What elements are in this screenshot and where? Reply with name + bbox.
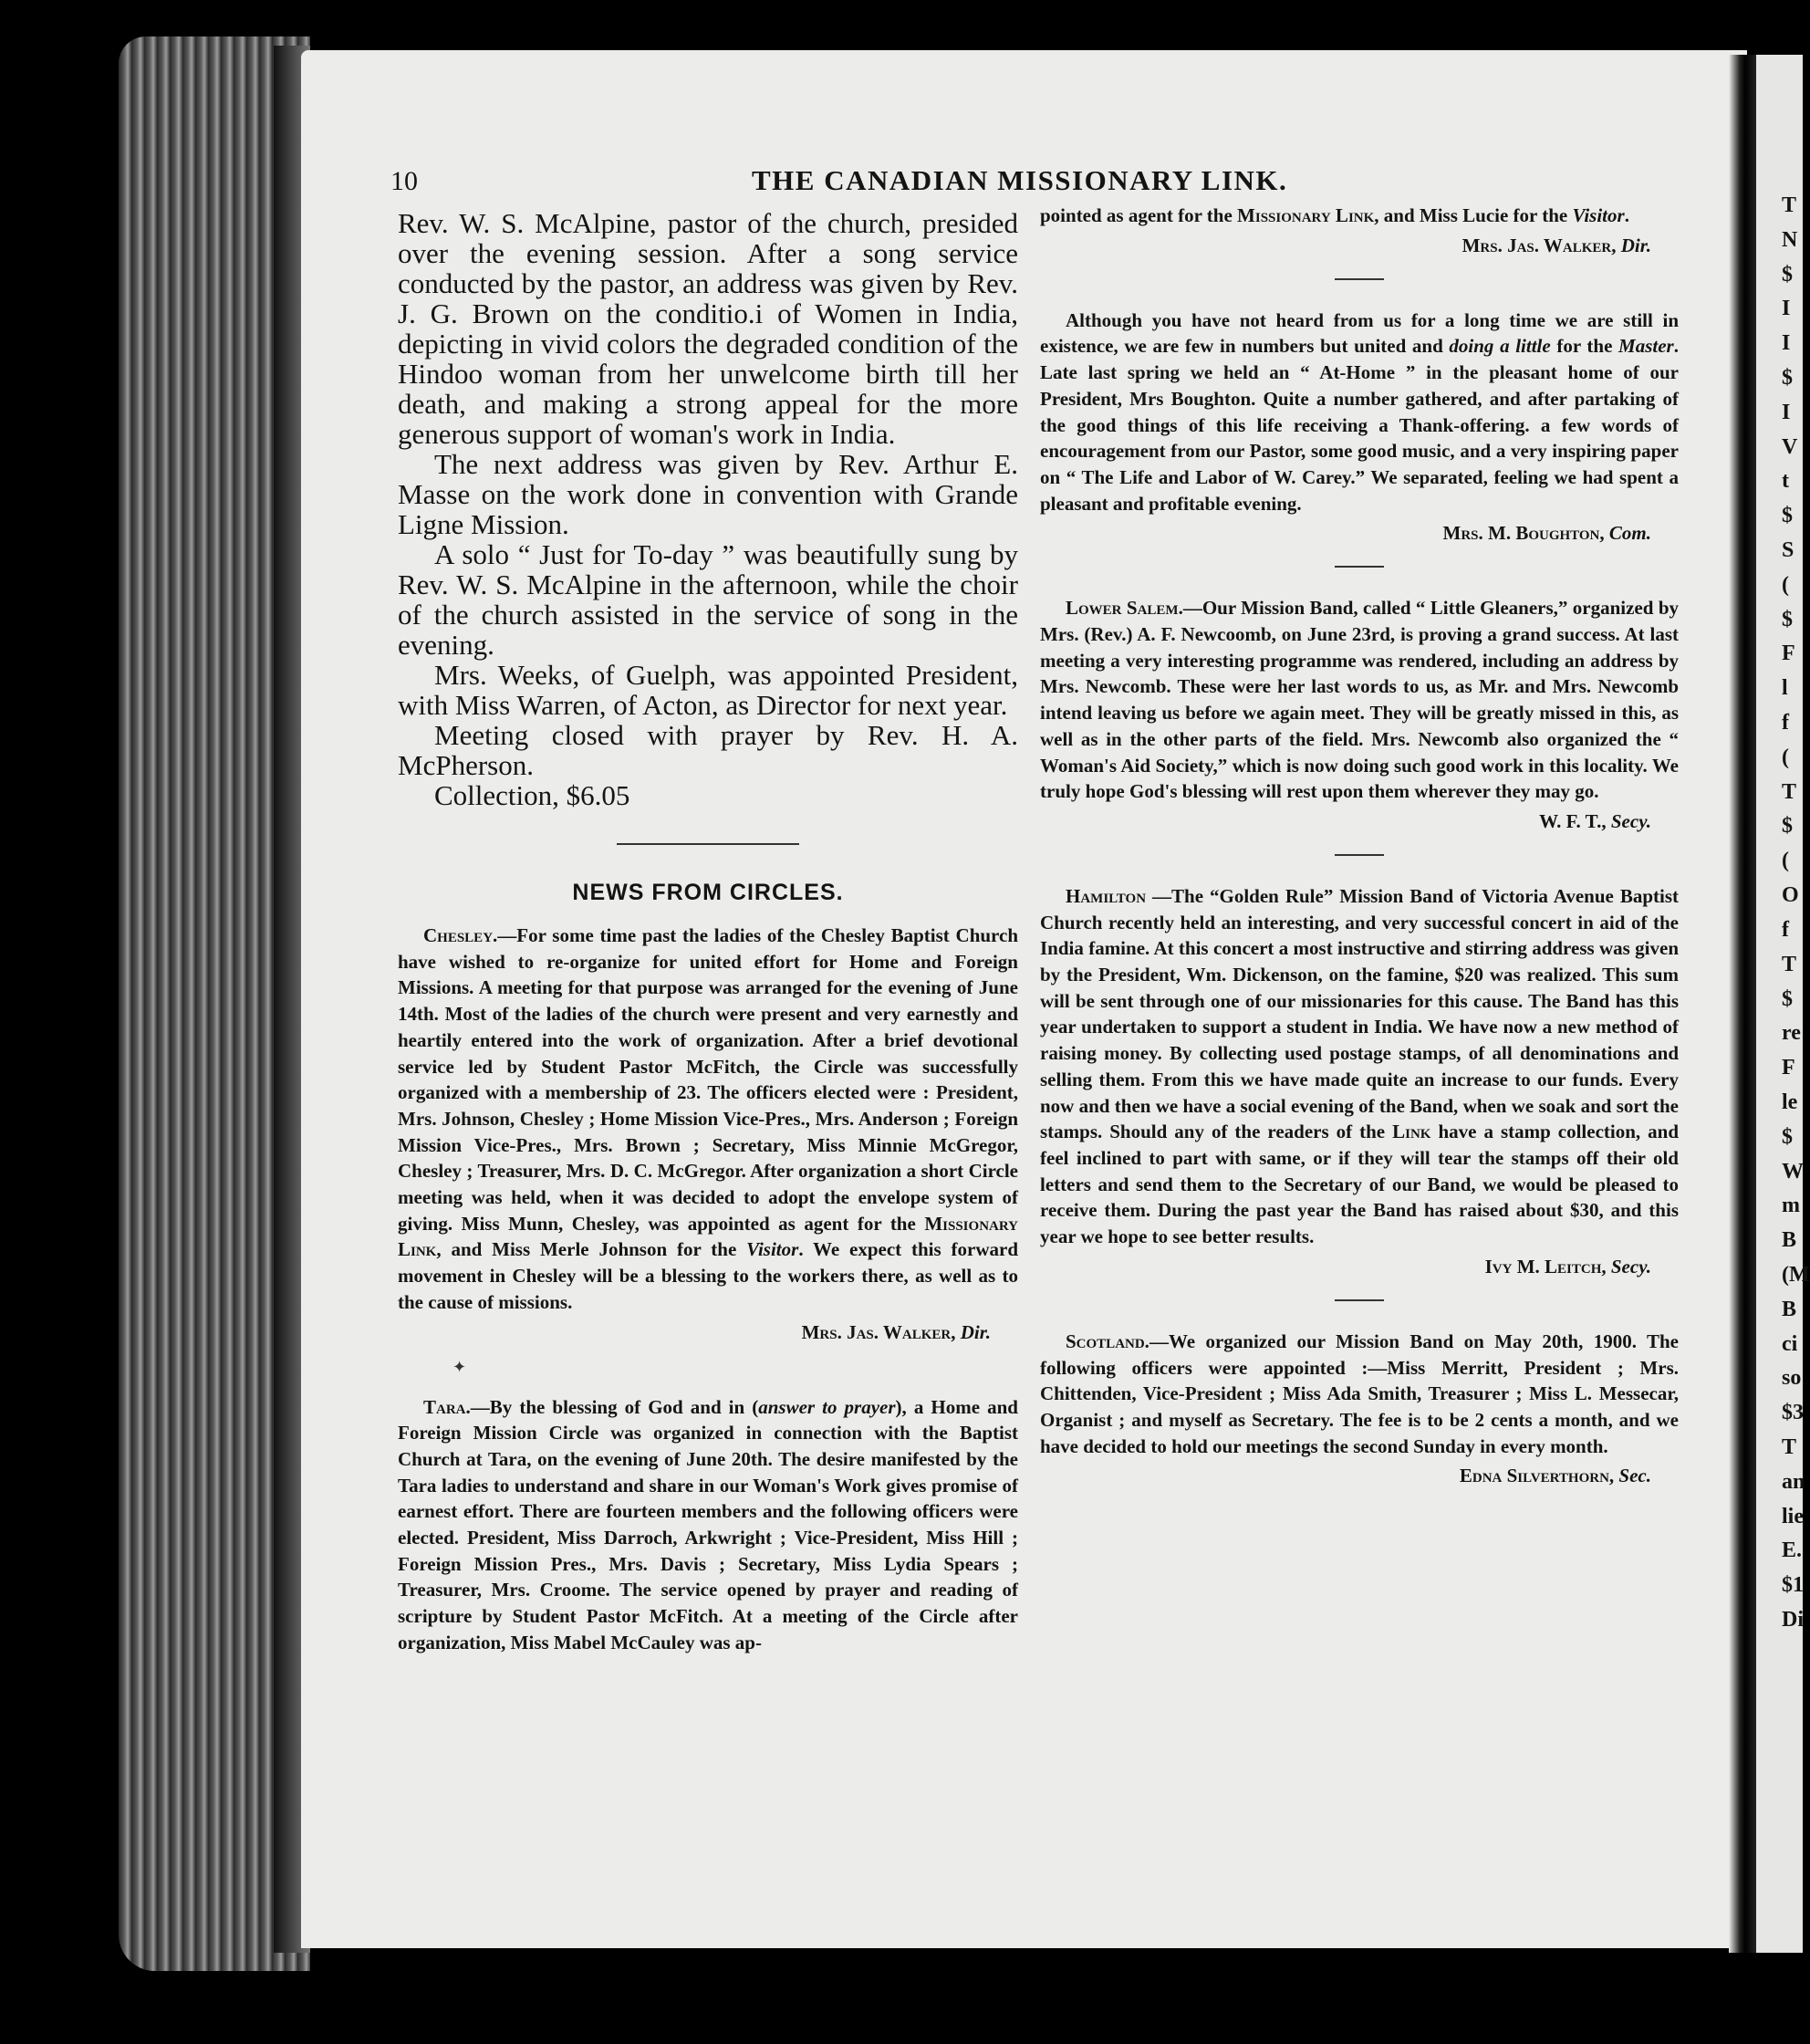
tara-continued: pointed as agent for the Missionary Link, and Miss Lucie for the Visitor. Mrs. Jas. Walker, Dir. xyxy=(1040,204,1651,256)
signature: Mrs. M. Boughton, Com. xyxy=(1442,522,1651,545)
next-page-fragment: ( xyxy=(1782,745,1789,769)
next-page-fragment: $ xyxy=(1782,986,1793,1011)
next-page-margin xyxy=(1756,55,1810,1953)
convention-report xyxy=(398,208,1018,810)
signature: Edna Silverthorn, Sec. xyxy=(1459,1465,1651,1487)
divider xyxy=(1335,1299,1384,1301)
next-page-fragment: T xyxy=(1782,193,1797,217)
next-page-fragment: $ xyxy=(1782,504,1793,528)
next-page-fragment: F xyxy=(1782,1056,1795,1080)
next-page-fragment: I xyxy=(1782,400,1791,424)
place-name: Lower Salem. xyxy=(1066,597,1183,620)
left-column xyxy=(398,208,1018,1656)
paragraph-evening-session: Rev. W. S. McAlpine, pastor of the church, presided over the evening session. After a song service conducted by the pastor, an address was given by Rev. J. G. Brown on the conditio.i of Women in India, depicting in vivid colors the degraded condition of the Hindoo woman from her unwelcome birth till her death, and making a strong appeal for the more generous support of woman's work in India. xyxy=(398,207,1018,450)
ornament-mark: ✦ xyxy=(452,1357,467,1376)
next-page-fragment: $1 xyxy=(1782,1573,1804,1598)
signature: Mrs. Jas. Walker, Dir. xyxy=(801,1320,991,1343)
next-page-fragment: Di xyxy=(1782,1608,1804,1632)
tara-paragraph: Tara.—By the blessing of God and in (answer to prayer), a Home and Foreign Mission Circle was organized in connection with the Baptist Church at Tara, on the evening of June 20th. The desire manifested by the Tara ladies to understand and share in our Woman's Work gives promise of earnest effort. There are fourteen members and the following officers were elected. President, Miss Darroch, Arkwright ; Vice-President, Miss Hill ; Foreign Mission Pres., Mrs. Davis ; Secretary, Miss Lydia Spears ; Treasurer, Mrs. Croome. The service opened by prayer and reading of scripture by Student Pastor McFitch. At a meeting of the Circle after organization, Miss Mabel McCauley was ap- xyxy=(398,1395,1018,1653)
next-page-fragment: so xyxy=(1782,1366,1802,1391)
divider xyxy=(1335,566,1384,568)
next-page-fragment: f xyxy=(1782,917,1789,942)
next-page-fragment: T xyxy=(1782,779,1797,804)
chesley-paragraph: Chesley.—For some time past the ladies of the Chesley Baptist Church have wished to re-organize for united effort for Home and Foreign Missions. A meeting for that purpose was arranged for the evening of June 14th. Most of the ladies of the church were present and very earnestly and heartily entered into the work of organization. After a brief devotional service led by Student Pastor McFitch, the Circle was successfully organized with a membership of 23. The officers elected were : President, Mrs. Johnson, Chesley ; Home Mission Vice-Pres., Mrs. Anderson ; Foreign Mission Vice-Pres., Mrs. Brown ; Secretary, Miss Minnie McGregor, Chesley ; Treasurer, Mrs. D. C. McGregor. After organization a short Circle meeting was held, when it was decided to adopt the envelope system of giving. Miss Munn, Chesley, was appointed as agent for the Missionary Link, and Miss Merle Johnson for the Visitor. We expect this forward movement in Chesley will be a blessing to the workers there, as well as to the cause of missions. xyxy=(398,924,1018,1313)
divider xyxy=(1335,278,1384,280)
next-page-fragment: T xyxy=(1782,952,1797,976)
signature: W. F. T., Secy. xyxy=(1539,809,1651,832)
right-column xyxy=(1040,203,1679,1488)
next-page-fragment: N xyxy=(1782,227,1798,252)
signature: Ivy M. Leitch, Secy. xyxy=(1484,1255,1651,1278)
next-page-fragment: $ xyxy=(1782,1124,1793,1149)
next-page-fragment: $ xyxy=(1782,814,1793,839)
place-name: Hamilton xyxy=(1066,884,1147,907)
next-page-fragment: m xyxy=(1782,1194,1800,1218)
next-page-fragment: $3 xyxy=(1782,1401,1804,1425)
signature: Mrs. Jas. Walker, Dir. xyxy=(1462,234,1651,256)
next-page-fragment: F xyxy=(1782,641,1795,666)
next-page-fragment: S xyxy=(1782,538,1794,563)
section-divider xyxy=(617,843,799,845)
scotland-report: Scotland.—We organized our Mission Band on May 20th, 1900. The following officers were appointed :—Miss Merritt, President ; Mrs. Chittenden, Vice-President ; Miss Ada Smith, Treasurer ; Miss L. Messecar, Organist ; and myself as Secretary. The fee is to be 2 cents a month, and we have decided to hold our meetings the second Sunday in every month. Edna Silverthorn, Sec. xyxy=(1040,1330,1679,1487)
paragraph-appointment: Mrs. Weeks, of Guelph, was appointed President, with Miss Warren, of Acton, as Director for next year. xyxy=(398,659,1018,721)
running-title: THE CANADIAN MISSIONARY LINK. xyxy=(752,164,1288,196)
next-page-fragment: ( xyxy=(1782,849,1789,873)
next-page-fragment: B xyxy=(1782,1297,1797,1321)
next-page-fragment: W xyxy=(1782,1159,1804,1184)
next-page-fragment: f xyxy=(1782,711,1789,735)
next-page-fragment: t xyxy=(1782,469,1789,494)
page-divider xyxy=(1729,55,1756,1953)
section-heading: NEWS FROM CIRCLES. xyxy=(572,880,844,905)
hamilton-report: Hamilton —The “Golden Rule” Mission Band of Victoria Avenue Baptist Church recently held an interesting, and very successful concert in aid of the India famine. At this concert a most instructive and stirring address was given by the President, Wm. Dickenson, on the famine, $20 was realized. This sum will be sent through one of our missionaries for this cause. The Band has this year undertaken to support a student in India. We have now a new method of raising money. By collecting used postage stamps, of all denominations and selling them. From this we have made quite an increase to our funds. Every now and then we have a social evening of the Band, when we soak and sort the stamps. Should any of the readers of the Link have a stamp collection, and feel inclined to part with same, or if they will tear the stamps off their old letters and send them to the Secretary of our Band, we would be pleased to receive them. During the past year the Band has raised about $30, and this year we hope to see better results. Ivy M. Leitch, Secy. xyxy=(1040,884,1680,1278)
next-page-fragment: T xyxy=(1782,1434,1797,1459)
next-page-fragment: O xyxy=(1782,883,1799,908)
place-name: Tara. xyxy=(423,1395,471,1418)
boughton-report: Although you have not heard from us for a long time we are still in existence, we are few in numbers but united and doing a little for the Master. Late last spring we held an “ At-Home ” in the pleasant home of our President, Mrs Boughton. Quite a number gathered, and after partaking of the good things of this life receiving a Thank-offering. a few words of encouragement from our Pastor, some good music, and a very inspiring paper on “ The Life and Labor of W. Carey.” We separated, feeling we had spent a pleasant and profitable evening. Mrs. M. Boughton, Com. xyxy=(1040,308,1679,545)
next-page-fragment: (M xyxy=(1782,1262,1810,1287)
next-page-fragment: B xyxy=(1782,1228,1797,1253)
next-page-fragment: V xyxy=(1782,434,1798,459)
next-page-fragment: ( xyxy=(1782,572,1789,597)
next-page-fragment: ci xyxy=(1782,1331,1798,1356)
next-page-fragment: lie xyxy=(1782,1504,1804,1528)
next-page-fragment: le xyxy=(1782,1090,1798,1114)
next-page-fragment: $ xyxy=(1782,262,1793,287)
paragraph-closing: Meeting closed with prayer by Rev. H. A. McPherson. xyxy=(398,719,1018,781)
next-page-fragment: l xyxy=(1782,676,1788,701)
place-name: Chesley. xyxy=(423,924,498,946)
next-page-fragment: E. xyxy=(1782,1538,1803,1563)
lower-salem-report: Lower Salem.—Our Mission Band, called “ Little Gleaners,” organized by Mrs. (Rev.) A. F. Newcoomb, on June 23rd, is proving a grand success. At last meeting a very interesting programme was rendered, including an address by Mrs. Newcomb. These were her last words to us, as Mr. and Mrs. Newcomb intend leaving us before we again meet. They will be greatly missed in this, as well as in the other parts of the field. Mrs. Newcomb also organized the “ Woman's Aid Society,” which is now doing such good work in this locality. We truly hope God's blessing will rest upon them wherever they may go. W. F. T., Secy. xyxy=(1040,597,1679,832)
divider xyxy=(1335,854,1384,856)
chesley-report xyxy=(398,923,1018,1345)
place-name: Scotland. xyxy=(1066,1330,1149,1352)
page-number: 10 xyxy=(390,166,418,196)
next-page-fragment: I xyxy=(1782,297,1791,321)
paragraph-solo: A solo “ Just for To-day ” was beautifully sung by Rev. W. S. McAlpine in the afternoon, while the choir of the church assisted in the service of song in the evening. xyxy=(398,538,1018,661)
next-page-fragment: re xyxy=(1782,1021,1801,1046)
paragraph-next-address: The next address was given by Rev. Arthur E. Masse on the work done in convention with Grande Ligne Mission. xyxy=(398,448,1018,540)
next-page-fragment: $ xyxy=(1782,366,1793,391)
paragraph-collection: Collection, $6.05 xyxy=(434,779,630,811)
tara-report xyxy=(398,1394,1018,1656)
next-page-fragment: I xyxy=(1782,331,1791,356)
next-page-fragment: $ xyxy=(1782,607,1793,631)
next-page-fragment: an xyxy=(1782,1469,1805,1494)
